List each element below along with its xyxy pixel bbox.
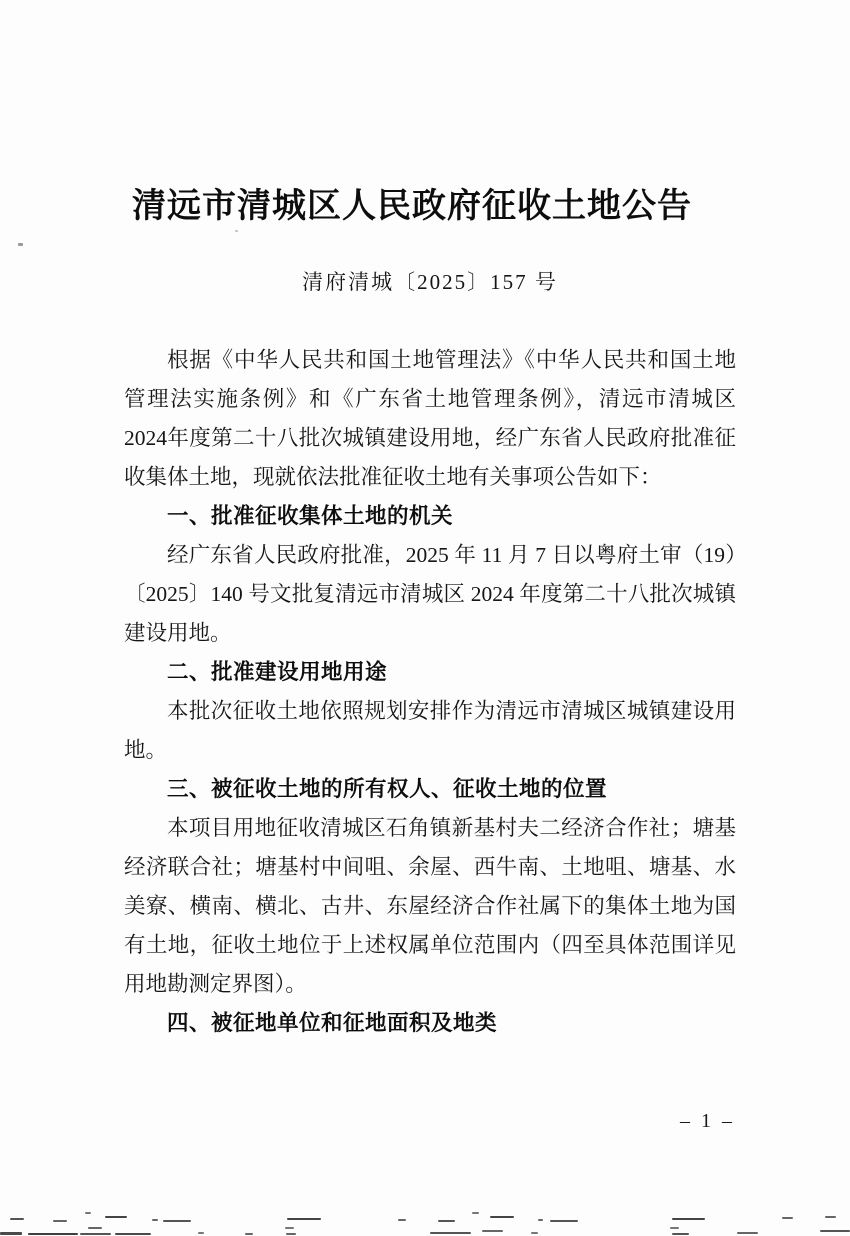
scan-speck <box>670 1227 679 1229</box>
scan-speck <box>825 1216 836 1218</box>
scan-speck <box>398 1219 406 1221</box>
document-body <box>124 341 736 1043</box>
scan-speck <box>80 1233 111 1235</box>
scan-speck <box>430 1232 471 1234</box>
scan-speck <box>18 243 23 246</box>
scan-speck <box>287 1218 321 1220</box>
scan-speck <box>285 1227 294 1229</box>
scan-speck <box>163 1220 191 1222</box>
scan-speck <box>672 1233 689 1235</box>
scan-speck <box>438 1220 455 1222</box>
scan-speck <box>820 1230 850 1232</box>
scan-speck <box>85 1212 91 1214</box>
scan-speck <box>472 1212 479 1214</box>
scan-speck <box>672 1218 705 1220</box>
scan-speck <box>10 1218 24 1220</box>
scan-speck <box>490 1216 514 1218</box>
scan-speck <box>550 1220 578 1222</box>
section-heading: 三、被征收土地的所有权人、征收土地的位置 <box>167 777 608 801</box>
section-heading: 一、批准征收集体土地的机关 <box>167 504 454 528</box>
section-heading: 四、被征地单位和征地面积及地类 <box>167 1011 498 1035</box>
scan-speck <box>152 1219 158 1221</box>
document-number: 清府清城〔2025〕157 号 <box>302 270 558 294</box>
scan-speck <box>53 1220 67 1222</box>
paragraph: 本项目用地征收清城区石角镇新基村夫二经济合作社；塘基经济联合社；塘基村中间咀、余屋、西牛南、土地咀、塘基、水美寮、横南、横北、古井、东屋经济合作社属下的集体土地为国有土地，征收土地位于上述权属单位范围内（四至具体范围详见用地勘测定界图）。 <box>124 816 736 996</box>
paragraph: 本批次征收土地依照规划安排作为清远市清城区城镇建设用地。 <box>124 699 736 762</box>
scan-speck <box>286 1233 296 1235</box>
scan-speck <box>115 1233 151 1235</box>
section-heading: 二、批准建设用地用途 <box>167 660 388 684</box>
page-number: – 1 – <box>680 1110 735 1132</box>
scan-speck <box>782 1217 793 1219</box>
scan-speck <box>235 230 238 232</box>
scan-speck <box>88 1227 102 1229</box>
scan-speck <box>198 1232 204 1234</box>
scan-speck <box>531 1232 538 1234</box>
scan-speck <box>245 1233 253 1235</box>
scan-speck <box>737 1232 758 1234</box>
scan-speck <box>28 1233 78 1235</box>
scan-speck <box>0 1232 22 1235</box>
document-title: 清远市清城区人民政府征收土地公告 <box>132 188 692 225</box>
paragraph: 经广东省人民政府批准，2025 年 11 月 7 日以粤府土审（19）〔2025〕140 号文批复清远市清城区 2024 年度第二十八批次城镇建设用地。 <box>124 543 736 645</box>
paragraph: 根据《中华人民共和国土地管理法》《中华人民共和国土地管理法实施条例》和《广东省土地管理条例》，清远市清城区2024年度第二十八批次城镇建设用地，经广东省人民政府批准征收集体土地，现就依法批准征收土地有关事项公告如下： <box>124 348 736 489</box>
scan-speck <box>538 1219 543 1221</box>
scan-speck <box>105 1216 127 1218</box>
scan-speck <box>482 1230 503 1232</box>
